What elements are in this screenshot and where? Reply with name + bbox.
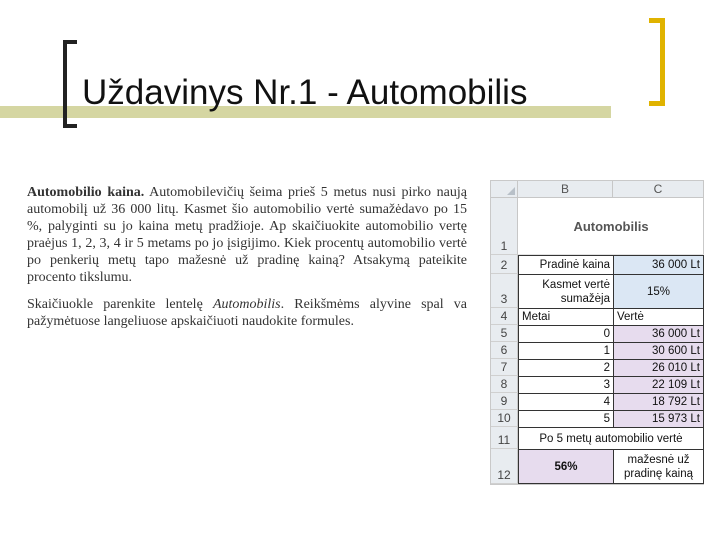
row-header-10[interactable]: 10	[491, 410, 518, 427]
row-header-6[interactable]: 6	[491, 342, 518, 359]
instruction-text-b: . Reikšmėms alyvine spal va pažymėtuose langeliuose apskaičiuoti naudokite formules.	[27, 297, 467, 329]
cell-result-value[interactable]: 56%	[518, 449, 614, 484]
cell-value[interactable]: 15 973 Lt	[613, 410, 704, 428]
cell-year[interactable]: 3	[518, 376, 614, 394]
row-header-8[interactable]: 8	[491, 376, 518, 393]
cell-result-text[interactable]: mažesnė už pradinę kainą	[613, 449, 704, 484]
row-header-11[interactable]: 11	[491, 427, 518, 449]
row-header-12[interactable]: 12	[491, 449, 518, 484]
instruction-table-name: Automobilis	[212, 297, 281, 312]
cell-initial-label[interactable]: Pradinė kaina	[518, 255, 614, 275]
row-header-1[interactable]: 1	[491, 198, 518, 255]
cell-year[interactable]: 5	[518, 410, 614, 428]
column-header-c[interactable]: C	[613, 181, 704, 198]
row-header-4[interactable]: 4	[491, 308, 518, 325]
right-bracket-decoration	[649, 18, 665, 106]
select-all-corner[interactable]	[491, 181, 518, 198]
problem-body: Automobilevičių šeima prieš 5 metus nusi pirko naują automobilį už 36 000 litų. Kasmet šio automobilio vertė sumažėdavo po 15 %, palyginti su jo kaina metų pradžioje. Ap skaičiuokite automobilio vertę praėjus 1, 2, 3, 4 ir 5 metams po jo įsigijimo. Kiek procentų automobilio vertė po penkerių metų tapo mažesnė už pradinę kainą? Atsakymą pateikite procento tikslumu.	[27, 185, 467, 285]
cell-value[interactable]: 18 792 Lt	[613, 393, 704, 411]
problem-label: Automobilio kaina.	[27, 185, 145, 200]
row-header-3[interactable]: 3	[491, 274, 518, 308]
cell-value[interactable]: 26 010 Lt	[613, 359, 704, 377]
header-years[interactable]: Metai	[518, 308, 614, 326]
spreadsheet	[490, 180, 704, 485]
cell-initial-value[interactable]: 36 000 Lt	[613, 255, 704, 275]
row-header-9[interactable]: 9	[491, 393, 518, 410]
column-header-b[interactable]: B	[518, 181, 613, 198]
cell-after-label[interactable]: Po 5 metų automobilio vertė	[518, 427, 704, 450]
cell-year[interactable]: 4	[518, 393, 614, 411]
row-header-7[interactable]: 7	[491, 359, 518, 376]
problem-paragraph-1	[27, 184, 467, 286]
table-title[interactable]: Automobilis	[518, 198, 704, 255]
row-header-5[interactable]: 5	[491, 325, 518, 342]
cell-value[interactable]: 22 109 Lt	[613, 376, 704, 394]
cell-year[interactable]: 2	[518, 359, 614, 377]
problem-text	[27, 184, 467, 340]
cell-decrease-value[interactable]: 15%	[613, 274, 704, 309]
header-value[interactable]: Vertė	[613, 308, 704, 326]
cell-year[interactable]: 1	[518, 342, 614, 360]
cell-value[interactable]: 30 600 Lt	[613, 342, 704, 360]
row-header-2[interactable]: 2	[491, 255, 518, 274]
cell-year[interactable]: 0	[518, 325, 614, 343]
cell-decrease-label[interactable]: Kasmet vertė sumažėja	[518, 274, 614, 309]
slide-title: Uždavinys Nr.1 - Automobilis	[82, 73, 528, 112]
instruction-text-a: Skaičiuokle parenkite lentelę	[27, 297, 213, 312]
cell-value[interactable]: 36 000 Lt	[613, 325, 704, 343]
left-bracket-decoration	[63, 40, 77, 128]
problem-paragraph-2	[27, 296, 467, 330]
